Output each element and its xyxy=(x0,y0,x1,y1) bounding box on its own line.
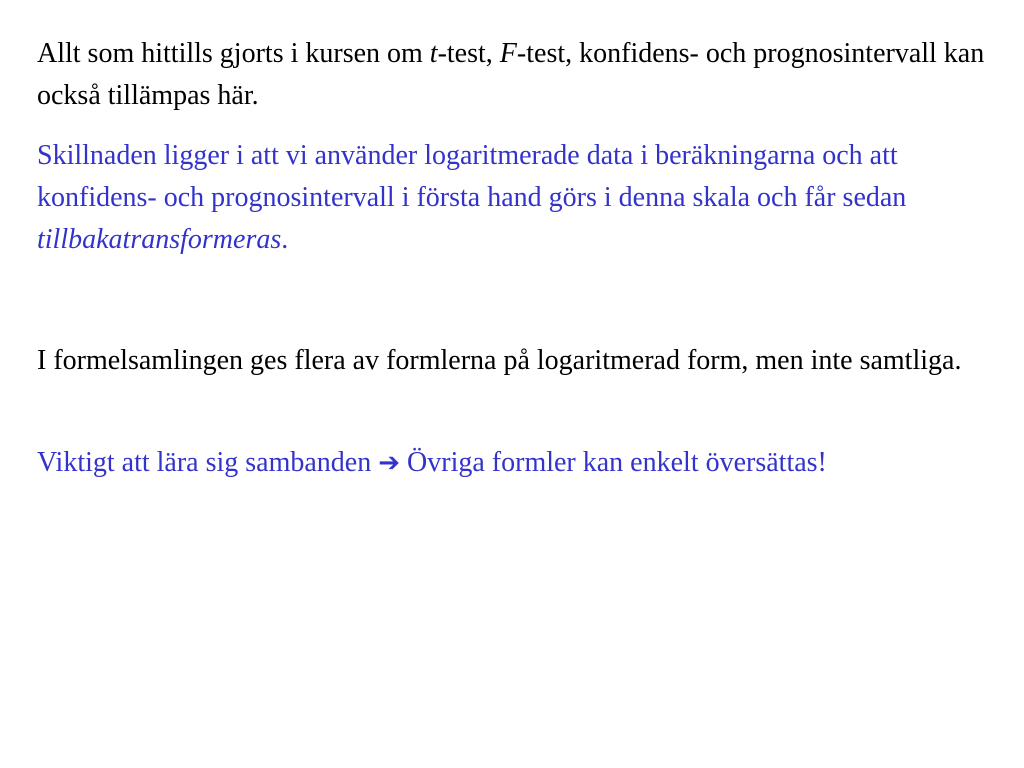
difference-italic-term: tillbakatransformeras xyxy=(37,224,282,255)
important-text-1: Viktigt att lära sig sambanden xyxy=(37,447,379,478)
f-symbol: F xyxy=(499,38,517,69)
paragraph-intro xyxy=(37,33,987,117)
paragraph-formulas xyxy=(37,340,987,382)
arrow-right-icon: ➔ xyxy=(378,448,401,478)
paragraph-difference xyxy=(37,135,987,261)
difference-text-1: Skillnaden ligger i att vi använder logaritmerade data i beräkningarna och att konfidens- och prognosintervall i första hand görs i denna skala och får sedan xyxy=(37,140,907,213)
intro-text-2: -test, xyxy=(437,38,500,69)
intro-text-3: -test, konfidens- och prognosintervall kan också tillämpas här. xyxy=(37,38,985,111)
paragraph-important xyxy=(37,442,987,484)
t-symbol: t xyxy=(429,38,438,69)
formulas-text: I formelsamlingen ges flera av formlerna på logaritmerad form, men inte samtliga. xyxy=(37,345,962,376)
important-text-2: Övriga formler kan enkelt översättas! xyxy=(400,447,827,478)
intro-text-1: Allt som hittills gjorts i kursen om xyxy=(37,38,430,69)
difference-text-2: . xyxy=(281,224,289,255)
